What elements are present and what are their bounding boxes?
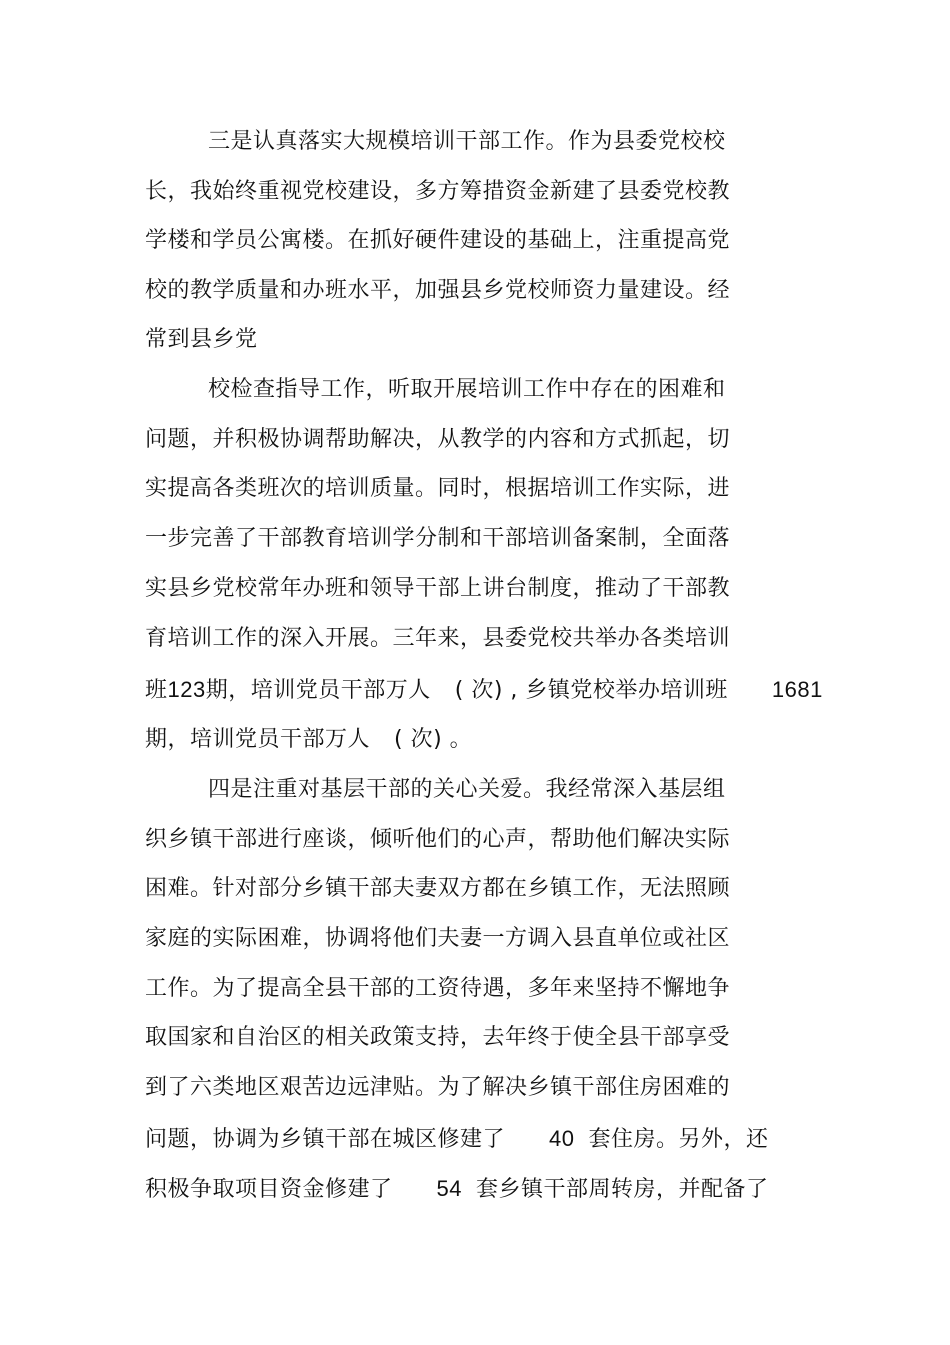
- line-paren: ( 次) , 乡镇党校举办培训班: [454, 678, 728, 703]
- line-suffix: 套住房。另外，还: [588, 1127, 769, 1152]
- paragraph-3-line-5: 工作。为了提高全县干部的工资待遇，多年来坚持不懈地争: [145, 976, 731, 1001]
- paragraph-1-line-4: 校的教学质量和办班水平，加强县乡党校师资力量建设。经: [145, 278, 731, 303]
- paragraph-3-line-7: 到了六类地区艰苦边远津贴。为了解决乡镇干部住房困难的: [145, 1075, 731, 1100]
- paragraph-2-line-7: [145, 675, 823, 705]
- paragraph-3-line-8: [145, 1124, 769, 1154]
- paragraph-1-line-1: 三是认真落实大规模培训干部工作。作为县委党校校: [208, 129, 726, 154]
- paragraph-3-line-3: 困难。针对部分乡镇干部夫妻双方都在乡镇工作，无法照顾: [145, 876, 731, 901]
- number-value: 40: [549, 1126, 575, 1151]
- paragraph-2-line-2: 问题，并积极协调帮助解决，从教学的内容和方式抓起，切: [145, 427, 731, 452]
- paragraph-2-line-5: 实县乡党校常年办班和领导干部上讲台制度，推动了干部教: [145, 576, 731, 601]
- paragraph-3-line-4: 家庭的实际困难，协调将他们夫妻一方调入县直单位或社区: [145, 926, 731, 951]
- paragraph-3-line-9: [145, 1174, 769, 1204]
- paragraph-3-line-1: 四是注重对基层干部的关心关爱。我经常深入基层组: [208, 777, 726, 802]
- paragraph-1-line-3: 学楼和学员公寓楼。在抓好硬件建设的基础上，注重提高党: [145, 228, 731, 253]
- line-middle: 期，培训党员干部万人: [205, 678, 431, 703]
- paragraph-3-line-6: 取国家和自治区的相关政策支持，去年终于使全县干部享受: [145, 1025, 731, 1050]
- line-prefix: 问题，协调为乡镇干部在城区修建了: [145, 1127, 506, 1152]
- paragraph-1-line-5: 常到县乡党: [145, 327, 258, 352]
- number-value: 1681: [771, 677, 823, 702]
- paragraph-2-line-4: 一步完善了干部教育培训学分制和干部培训备案制，全面落: [145, 526, 731, 551]
- paragraph-2-line-1: 校检查指导工作，听取开展培训工作中存在的困难和: [208, 377, 726, 402]
- line-text: 期，培训党员干部万人: [145, 727, 371, 752]
- number-value: 54: [436, 1176, 462, 1201]
- line-prefix: 积极争取项目资金修建了: [145, 1177, 393, 1202]
- paragraph-1-line-2: 长，我始终重视党校建设，多方筹措资金新建了县委党校教: [145, 179, 731, 204]
- paragraph-2-line-3: 实提高各类班次的培训质量。同时，根据培训工作实际，进: [145, 476, 731, 501]
- line-suffix: 套乡镇干部周转房，并配备了: [476, 1177, 769, 1202]
- line-prefix: 班: [145, 678, 168, 703]
- paragraph-2-line-8: [145, 725, 472, 755]
- paragraph-2-line-6: 育培训工作的深入开展。三年来，县委党校共举办各类培训: [145, 626, 731, 651]
- paragraph-3-line-2: 织乡镇干部进行座谈，倾听他们的心声，帮助他们解决实际: [145, 827, 731, 852]
- number-value: 123: [167, 677, 206, 702]
- line-paren: ( 次) 。: [394, 727, 473, 752]
